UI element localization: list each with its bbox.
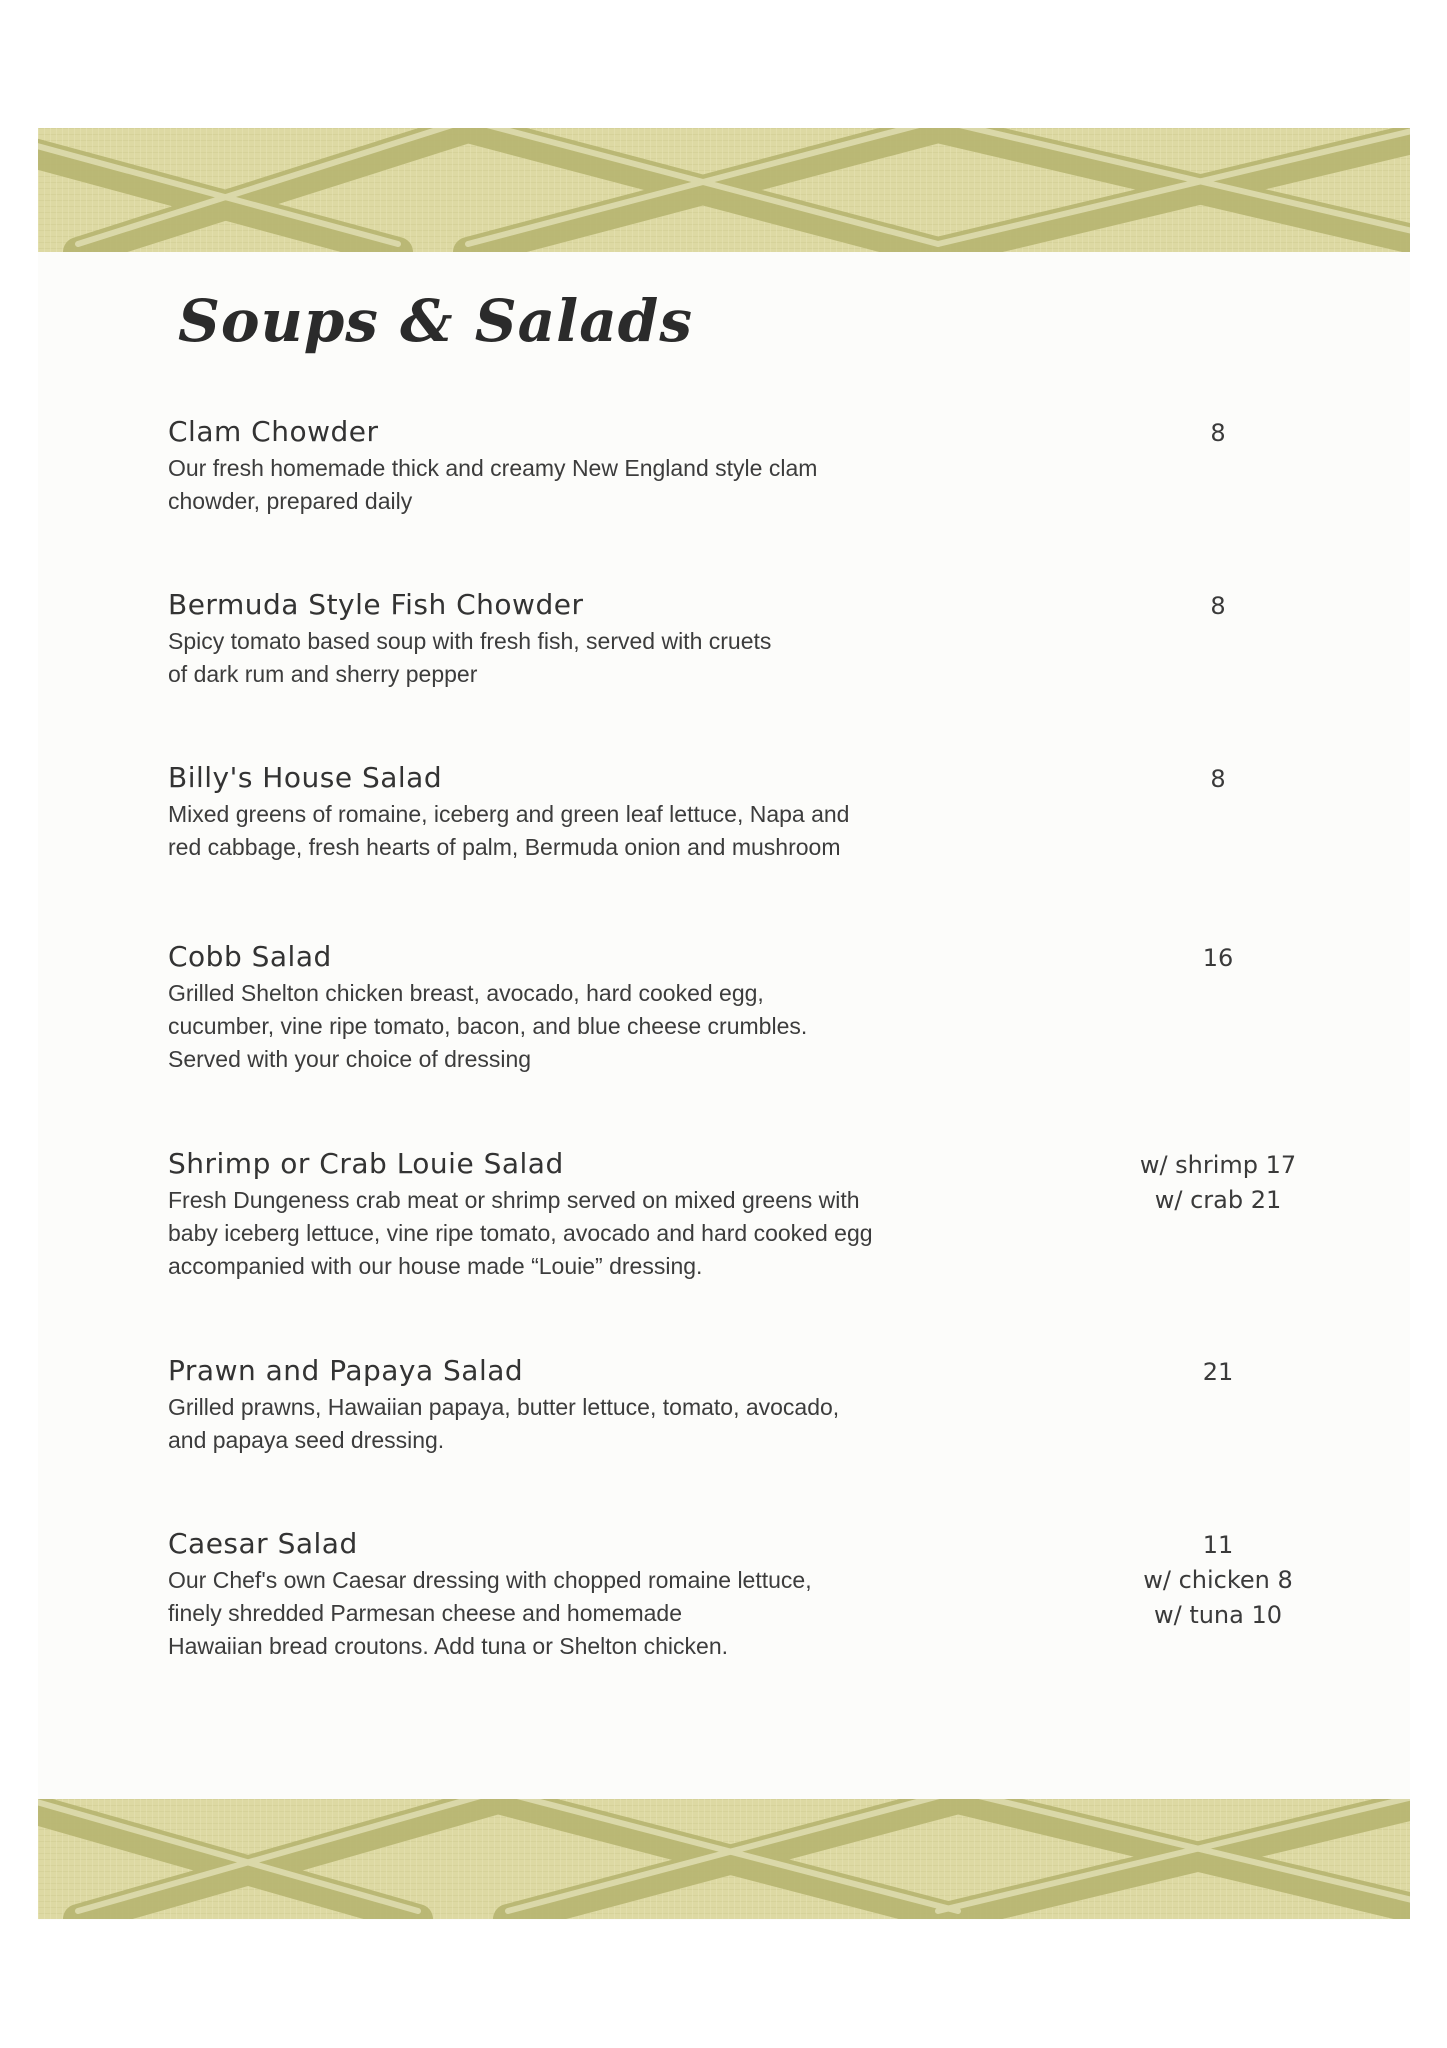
bamboo-lattice-image xyxy=(38,128,1410,252)
item-name: Shrimp or Crab Louie Salad xyxy=(168,1147,564,1180)
item-price xyxy=(1108,941,1328,976)
item-name: Clam Chowder xyxy=(168,415,379,448)
description-line: Our Chef's own Caesar dressing with chopped romaine lettuce, xyxy=(168,1567,812,1593)
menu-item-fish-chowder xyxy=(168,587,1328,691)
price-line: 21 xyxy=(1202,1358,1234,1386)
item-price xyxy=(1108,416,1328,451)
item-name: Bermuda Style Fish Chowder xyxy=(168,588,584,621)
item-name: Cobb Salad xyxy=(168,940,332,973)
description-line: accompanied with our house made “Louie” dressing. xyxy=(168,1253,703,1279)
menu-item-cobb-salad xyxy=(168,939,1328,1076)
price-line: w/ chicken 8 xyxy=(1143,1566,1293,1594)
description-line: baby iceberg lettuce, vine ripe tomato, avocado and hard cooked egg xyxy=(168,1220,873,1246)
price-line: 16 xyxy=(1202,944,1234,972)
description-line: of dark rum and sherry pepper xyxy=(168,661,478,687)
bamboo-lattice-image xyxy=(38,1799,1410,1919)
description-line: chowder, prepared daily xyxy=(168,488,413,514)
menu-item-prawn-papaya-salad xyxy=(168,1353,1328,1457)
price-line: 8 xyxy=(1210,592,1226,620)
description-line: red cabbage, fresh hearts of palm, Bermuda onion and mushroom xyxy=(168,834,841,860)
description-line: Spicy tomato based soup with fresh fish, served with cruets xyxy=(168,628,772,654)
description-line: Hawaiian bread croutons. Add tuna or Shelton chicken. xyxy=(168,1633,729,1659)
description-line: Fresh Dungeness crab meat or shrimp served on mixed greens with xyxy=(168,1187,860,1213)
item-price xyxy=(1108,762,1328,797)
item-name: Caesar Salad xyxy=(168,1527,358,1560)
page-title: Soups & Salads xyxy=(178,287,693,355)
description-line: finely shredded Parmesan cheese and homemade xyxy=(168,1600,682,1626)
price-line: w/ tuna 10 xyxy=(1153,1601,1283,1629)
item-description xyxy=(168,1391,928,1457)
menu-item-louie-salad xyxy=(168,1146,1328,1283)
item-price xyxy=(1108,589,1328,624)
item-description xyxy=(168,452,928,518)
price-line: 11 xyxy=(1202,1531,1234,1559)
menu-item-caesar-salad xyxy=(168,1526,1328,1663)
price-line: w/ shrimp 17 xyxy=(1139,1151,1297,1179)
menu-item-house-salad xyxy=(168,760,1328,864)
menu-item-clam-chowder xyxy=(168,414,1328,518)
item-name: Prawn and Papaya Salad xyxy=(168,1354,524,1387)
item-description xyxy=(168,625,928,691)
item-name: Billy's House Salad xyxy=(168,761,443,794)
item-price xyxy=(1108,1148,1328,1218)
bottom-bamboo-banner xyxy=(38,1799,1410,1919)
price-line: 8 xyxy=(1210,765,1226,793)
price-line: w/ crab 21 xyxy=(1154,1186,1282,1214)
description-line: and papaya seed dressing. xyxy=(168,1427,445,1453)
item-description xyxy=(168,798,928,864)
item-description xyxy=(168,1184,928,1283)
item-description xyxy=(168,977,928,1076)
description-line: cucumber, vine ripe tomato, bacon, and blue cheese crumbles. xyxy=(168,1013,808,1039)
item-price xyxy=(1108,1355,1328,1390)
item-price xyxy=(1108,1528,1328,1633)
description-line: Mixed greens of romaine, iceberg and green leaf lettuce, Napa and xyxy=(168,801,850,827)
description-line: Grilled Shelton chicken breast, avocado, hard cooked egg, xyxy=(168,980,764,1006)
top-bamboo-banner xyxy=(38,128,1410,252)
description-line: Served with your choice of dressing xyxy=(168,1046,532,1072)
price-line: 8 xyxy=(1210,419,1226,447)
item-description xyxy=(168,1564,928,1663)
description-line: Our fresh homemade thick and creamy New England style clam xyxy=(168,455,818,481)
description-line: Grilled prawns, Hawaiian papaya, butter lettuce, tomato, avocado, xyxy=(168,1394,840,1420)
